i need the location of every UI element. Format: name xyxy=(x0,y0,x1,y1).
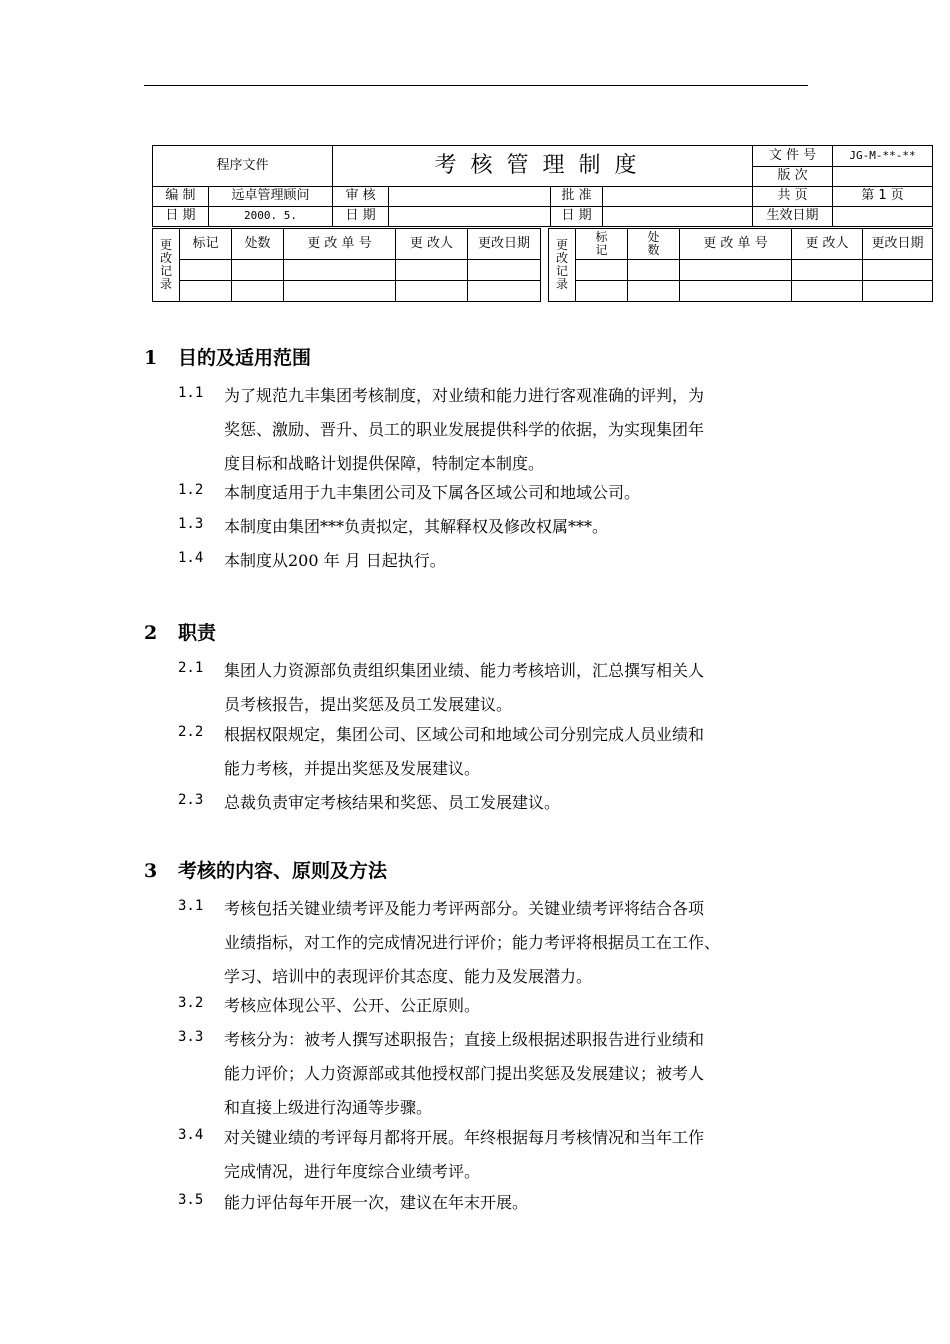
effective-date-value xyxy=(833,207,933,227)
item-text-line: 总裁负责审定考核结果和奖惩、员工发展建议。 xyxy=(224,793,561,812)
cell xyxy=(863,281,933,302)
item-text-line: 业绩指标，对工作的完成情况进行评价；能力考评将根据员工在工作、 xyxy=(224,933,721,952)
date3-value xyxy=(603,207,753,227)
section-heading xyxy=(144,856,387,883)
item-number: 2.3 xyxy=(178,792,204,808)
section-title: 考核的内容、原则及方法 xyxy=(178,860,388,882)
places-header: 处数 xyxy=(232,229,284,260)
file-no-value: JG-M-**-** xyxy=(833,146,933,167)
cell xyxy=(284,260,396,281)
section-number: 3 xyxy=(144,860,158,882)
section-heading xyxy=(144,343,311,370)
item-text-line: 考核包括关键业绩考评及能力考评两部分。关键业绩考评将结合各项 xyxy=(224,899,705,918)
document-title: 考核管理制度 xyxy=(333,146,753,187)
item-number: 1.1 xyxy=(178,385,204,401)
places-header-right: 处数 xyxy=(628,229,680,260)
change-date-header: 更改日期 xyxy=(468,229,541,260)
review-label: 审 核 xyxy=(333,187,389,207)
item-text-line: 度目标和战略计划提供保障，特制定本制度。 xyxy=(224,454,545,473)
changer-header-right: 更 改人 xyxy=(792,229,863,260)
change-record-label: 更改记录 xyxy=(159,238,172,291)
compiler-label: 编 制 xyxy=(153,187,209,207)
cell xyxy=(180,260,232,281)
approve-value xyxy=(603,187,753,207)
date2-label: 日 期 xyxy=(333,207,389,227)
item-text-line: 对关键业绩的考评每月都将开展。年终根据每月考核情况和当年工作 xyxy=(224,1128,705,1147)
item-number: 1.3 xyxy=(178,516,204,532)
item-text-line: 本制度由集团***负责拟定，其解释权及修改权属***。 xyxy=(224,517,609,536)
item-text-line: 本制度适用于九丰集团公司及下属各区域公司和地域公司。 xyxy=(224,483,641,502)
approve-label: 批 准 xyxy=(551,187,603,207)
item-text-line: 能力评估每年开展一次，建议在年末开展。 xyxy=(224,1193,529,1212)
item-text-line: 考核应体现公平、公开、公正原则。 xyxy=(224,996,481,1015)
cell xyxy=(396,281,468,302)
item-text-line: 能力评价；人力资源部或其他授权部门提出奖惩及发展建议；被考人 xyxy=(224,1064,705,1083)
top-rule xyxy=(144,85,808,86)
review-value xyxy=(389,187,551,207)
cell xyxy=(628,260,680,281)
item-text-line: 完成情况，进行年度综合业绩考评。 xyxy=(224,1162,481,1181)
date-label: 日 期 xyxy=(153,207,209,227)
item-text-line: 和直接上级进行沟通等步骤。 xyxy=(224,1098,433,1117)
item-number: 2.1 xyxy=(178,660,204,676)
item-number: 1.4 xyxy=(178,550,204,566)
document-header-table xyxy=(152,145,933,227)
item-text-line: 集团人力资源部负责组织集团业绩、能力考核培训，汇总撰写相关人 xyxy=(224,661,705,680)
item-number: 1.2 xyxy=(178,482,204,498)
cell xyxy=(792,281,863,302)
section-title: 目的及适用范围 xyxy=(178,347,312,369)
cell xyxy=(576,260,628,281)
cell xyxy=(680,260,792,281)
mark-header-right: 标记 xyxy=(576,229,628,260)
item-text-line: 为了规范九丰集团考核制度，对业绩和能力进行客观准确的评判，为 xyxy=(224,386,705,405)
item-number: 3.1 xyxy=(178,898,204,914)
item-number: 3.4 xyxy=(178,1127,204,1143)
cell xyxy=(792,260,863,281)
change-date-header-right: 更改日期 xyxy=(863,229,933,260)
changer-header: 更 改人 xyxy=(396,229,468,260)
item-number: 3.3 xyxy=(178,1029,204,1045)
cell xyxy=(468,281,541,302)
cell xyxy=(628,281,680,302)
cell xyxy=(863,260,933,281)
item-text-line: 根据权限规定，集团公司、区域公司和地域公司分别完成人员业绩和 xyxy=(224,725,705,744)
cell xyxy=(232,260,284,281)
section-number: 2 xyxy=(144,622,158,644)
item-number: 2.2 xyxy=(178,724,204,740)
cell xyxy=(284,281,396,302)
version-value xyxy=(833,167,933,187)
section-title: 职责 xyxy=(178,622,217,644)
program-file-label: 程序文件 xyxy=(153,146,333,187)
cell xyxy=(180,281,232,302)
effective-date-label: 生效日期 xyxy=(753,207,833,227)
section-heading xyxy=(144,618,216,645)
date3-label: 日 期 xyxy=(551,207,603,227)
item-number: 3.2 xyxy=(178,995,204,1011)
item-text-line: 本制度从200 年 月 日起执行。 xyxy=(224,551,446,570)
cell xyxy=(232,281,284,302)
mark-header: 标记 xyxy=(180,229,232,260)
date2-value xyxy=(389,207,551,227)
compiler-value: 远卓管理顾问 xyxy=(209,187,333,207)
cell xyxy=(396,260,468,281)
section-number: 1 xyxy=(144,347,158,369)
item-text-line: 奖惩、激励、晋升、员工的职业发展提供科学的依据，为实现集团年 xyxy=(224,420,705,439)
item-text-line: 学习、培训中的表现评价其态度、能力及发展潜力。 xyxy=(224,967,593,986)
cell xyxy=(680,281,792,302)
cell xyxy=(576,281,628,302)
change-record-table-left xyxy=(152,228,541,302)
version-label: 版 次 xyxy=(753,167,833,187)
item-text-line: 能力考核，并提出奖惩及发展建议。 xyxy=(224,759,481,778)
item-text-line: 员考核报告，提出奖惩及员工发展建议。 xyxy=(224,695,513,714)
cell xyxy=(468,260,541,281)
change-no-header-right: 更 改 单 号 xyxy=(680,229,792,260)
total-pages-label: 共 页 xyxy=(753,187,833,207)
date-value: 2000. 5. xyxy=(209,207,333,227)
item-text-line: 考核分为：被考人撰写述职报告；直接上级根据述职报告进行业绩和 xyxy=(224,1030,705,1049)
change-record-table-right xyxy=(548,228,933,302)
change-record-label-right: 更改记录 xyxy=(555,238,568,291)
file-no-label: 文 件 号 xyxy=(753,146,833,167)
item-number: 3.5 xyxy=(178,1192,204,1208)
change-no-header: 更 改 单 号 xyxy=(284,229,396,260)
page-value: 第 1 页 xyxy=(833,187,933,207)
